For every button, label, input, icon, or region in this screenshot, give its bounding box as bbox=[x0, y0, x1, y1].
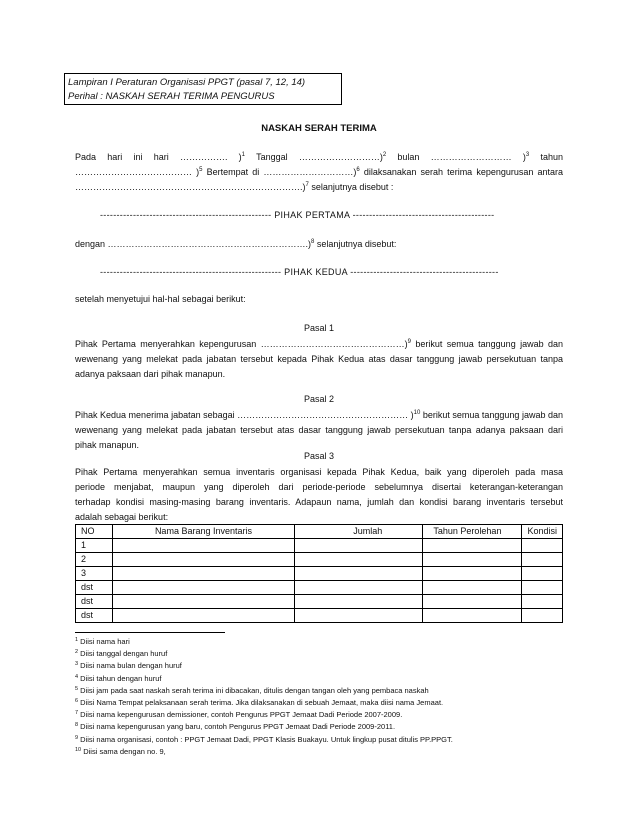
footnote-item: $^{10}$ Diisi sama dengan no. 9, bbox=[75, 746, 166, 756]
pasal-2-heading: Pasal 2 bbox=[303, 394, 335, 404]
intro-paragraph bbox=[75, 150, 563, 195]
inventory-table bbox=[75, 524, 563, 623]
dengan-line: dengan ………………………………………………………….)$^8$ selanjutnya disebut: bbox=[75, 239, 397, 249]
footnote-item: $^9$ Diisi nama organisasi, contoh : PPGT Jemaat Dadi, PPGT Klasis Buakayu. Untuk lingkup pusat ditulis PP.PPGT. bbox=[75, 734, 453, 744]
intro-line-2: ………………………………… )$^5$ Bertempat di …………………………)$^6$ dilaksanakan serah terima kepengurusan antara bbox=[75, 167, 563, 177]
footnote-item: $^8$ Diisi nama kepengurusan yang baru, contoh Pengurus PPGT Jemaat Dadi Periode 2009-2011. bbox=[75, 722, 396, 732]
col-header-no: NO bbox=[76, 525, 113, 539]
col-header-tahun: Tahun Perolehan bbox=[423, 525, 522, 539]
footnotes bbox=[75, 636, 575, 758]
intro-line-3: ………………………………………………………………….)$^7$ selanjutnya disebut : bbox=[75, 182, 394, 192]
footnote-item: $^2$ Diisi tanggal dengan huruf bbox=[75, 649, 168, 659]
footnote-item: $^4$ Diisi tahun dengan huruf bbox=[75, 673, 162, 683]
document-title: NASKAH SERAH TERIMA bbox=[261, 123, 377, 134]
table-header-row bbox=[76, 525, 563, 539]
footnote-item: $^1$ Diisi nama hari bbox=[75, 637, 130, 646]
table-row: dst bbox=[76, 595, 563, 609]
table-row: dst bbox=[76, 581, 563, 595]
table-row: dst bbox=[76, 609, 563, 623]
table-row: 3 bbox=[76, 567, 563, 581]
pasal-3-heading: Pasal 3 bbox=[303, 451, 335, 461]
table-row: 2 bbox=[76, 553, 563, 567]
footnote-item: $^7$ Diisi nama kepengurusan demissioner, contoh Pengurus PPGT Jemaat Dadi Periode 2007-2009. bbox=[75, 710, 403, 720]
pasal-1-heading: Pasal 1 bbox=[303, 323, 335, 333]
attachment-reference: Lampiran I Peraturan Organisasi PPGT (pasal 7, 12, 14) bbox=[68, 77, 306, 88]
col-header-kondisi: Kondisi bbox=[522, 525, 563, 539]
footnote-item: $^5$ Diisi jam pada saat naskah serah terima ini dibacakan, ditulis dengan tangan oleh yang pembaca naskah bbox=[75, 685, 429, 695]
pihak-kedua-divider: ------------------------------------------------------- PIHAK KEDUA --------------------------------------------- bbox=[100, 267, 499, 277]
pasal-1-body: Pihak Pertama menyerahkan kepengurusan …………………………………………)$^9$ berikut semua tanggung jawab dan wewenang yang melekat pada jabatan tersebut kepada Pihak Kedua atas dasar tanggung jawab persekutuan tanpa adanya paksaan dari pihak manapun. bbox=[75, 339, 563, 379]
attachment-header-box bbox=[64, 73, 342, 105]
footnote-separator bbox=[75, 632, 225, 633]
intro-line-1: Pada hari ini hari ……………. )$^1$ Tanggal ………………………)$^2$ bulan ……………………… )$^3$ tahun bbox=[75, 152, 563, 162]
pasal-3-body: Pihak Pertama menyerahkan semua inventaris organisasi kepada Pihak Kedua, baik yang diperoleh pada masa periode menjabat, maupun yang diperoleh dari periode-periode sebelumnya disertai keterangan-keterangan terhadap kondisi masing-masing barang inventaris. Adapaun nama, jumlah dan kondisi barang inventaris tersebut adalah sebagai berikut: bbox=[75, 467, 563, 522]
footnote-item: $^6$ Diisi Nama Tempat pelaksanaan serah terima. Jika dilaksanakan di sebuah Jemaat, maka diisi nama Jemaat. bbox=[75, 698, 444, 708]
subject-line: Perihal : NASKAH SERAH TERIMA PENGURUS bbox=[68, 91, 275, 102]
pasal-2-body: Pihak Kedua menerima jabatan sebagai ………………………………………………… )$^{10}$ berikut semua tanggung jawab dan wewenang yang melekat pada jabatan tersebut atas dasar tanggung jawab persekutuan tanpa adanya paksaan dari pihak manapun. bbox=[75, 410, 563, 450]
table-row: 1 bbox=[76, 539, 563, 553]
pihak-pertama-divider: ---------------------------------------------------- PIHAK PERTAMA ------------------------------------------- bbox=[100, 210, 495, 220]
footnote-item: $^3$ Diisi nama bulan dengan huruf bbox=[75, 661, 182, 671]
setelah-line: setelah menyetujui hal-hal sebagai berikut: bbox=[75, 294, 246, 304]
col-header-nama-barang: Nama Barang Inventaris bbox=[112, 525, 294, 539]
col-header-jumlah: Jumlah bbox=[295, 525, 423, 539]
